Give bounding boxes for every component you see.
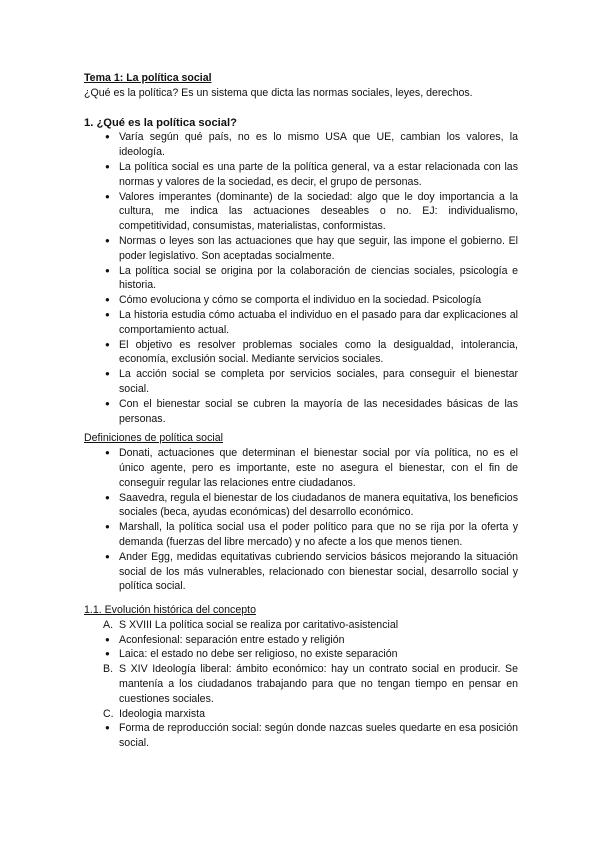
list-item: ● Cómo evoluciona y cómo se comporta el individuo en la sociedad. Psicología xyxy=(84,293,518,308)
list-item xyxy=(84,662,518,706)
list-item: ● La política social es una parte de la política general, va a estar relacionada con las normas y valores de la sociedad, es decir, el grupo de personas. xyxy=(84,160,518,190)
list-item xyxy=(84,633,518,648)
list-item xyxy=(84,647,518,662)
list-item-text: Aconfesional: separación entre estado y religión xyxy=(119,633,345,646)
list-item: ● El objetivo es resolver problemas sociales como la desigualdad, intolerancia, economía, exclusión social. Mediante servicios sociales. xyxy=(84,338,518,368)
list-item-text: S XVIII La política social se realiza por caritativo-asistencial xyxy=(119,618,399,631)
list-item-text: S XIV Ideología liberal: ámbito económico: hay un contrato social en producir. Se mantenía a los ciudadanos trabajando para que no tengan tiempo en pensar en cuestiones sociales. xyxy=(119,663,518,705)
list-item xyxy=(84,707,518,722)
definitions-list xyxy=(84,446,518,594)
list-item: ● Saavedra, regula el bienestar de los ciudadanos de manera equitativa, los beneficios sociales (beca, ayudas económicas) del desarrollo económico. xyxy=(84,491,518,521)
list-item: ● Varía según qué país, no es lo mismo USA que UE, cambian los valores, la ideología. xyxy=(84,130,518,160)
list-item xyxy=(84,618,518,633)
list-marker: C. xyxy=(103,707,114,720)
list-item: ● Donati, actuaciones que determinan el bienestar social por vía política, no es el único agente, pero es importante, este no asegura el bienestar, con el fin de conseguir regular las relaciones entre ciudadanos. xyxy=(84,446,518,490)
section-1-1-heading: 1.1. Evolución histórica del concepto xyxy=(84,604,256,617)
document-title: Tema 1: La política social xyxy=(84,72,212,84)
list-item: ● La acción social se completa por servicios sociales, para conseguir el bienestar social. xyxy=(84,367,518,397)
section-1-list xyxy=(84,130,518,426)
list-item: ● La política social se origina por la colaboración de ciencias sociales, psicología e historia. xyxy=(84,264,518,294)
document-page xyxy=(84,71,518,751)
list-item-text: Ideologia marxista xyxy=(119,707,205,720)
list-item xyxy=(84,721,518,751)
list-item: ● Con el bienestar social se cubren la mayoría de las necesidades básicas de las personas. xyxy=(84,397,518,427)
section-1-heading: 1. ¿Qué es la política social? xyxy=(84,116,237,129)
list-item-text: Laica: el estado no debe ser religioso, no existe separación xyxy=(119,648,398,661)
list-marker: B. xyxy=(103,663,114,676)
list-marker: A. xyxy=(103,618,114,631)
list-item: ● Marshall, la política social usa el poder político para que no se rija por la oferta y demanda (fuerzas del libre mercado) y no afecte a los que menos tienen. xyxy=(84,520,518,550)
intro-paragraph: ¿Qué es la política? Es un sistema que dicta las normas sociales, leyes, derechos. xyxy=(84,86,473,99)
definitions-heading: Definiciones de política social xyxy=(84,432,223,445)
list-item: ● La historia estudia cómo actuaba el individuo en el pasado para dar explicaciones al comportamiento actual. xyxy=(84,308,518,338)
list-item: ● Ander Egg, medidas equitativas cubriendo servicios básicos mejorando la situación social de los más vulnerables, relacionado con bienestar social, desarrollo social y política social. xyxy=(84,550,518,594)
list-item-text: Forma de reproducción social: según donde nazcas sueles quedarte en esa posición social. xyxy=(119,722,518,750)
list-item: ● Valores imperantes (dominante) de la sociedad: algo que le doy importancia a la cultura, me indica las actuaciones deseables o no. EJ: individualismo, competitividad, consumistas, materialistas, conformistas. xyxy=(84,190,518,234)
section-1-1-list xyxy=(84,618,518,751)
list-item: ● Normas o leyes son las actuaciones que hay que seguir, las impone el gobierno. El poder legislativo. Son aceptadas socialmente. xyxy=(84,234,518,264)
